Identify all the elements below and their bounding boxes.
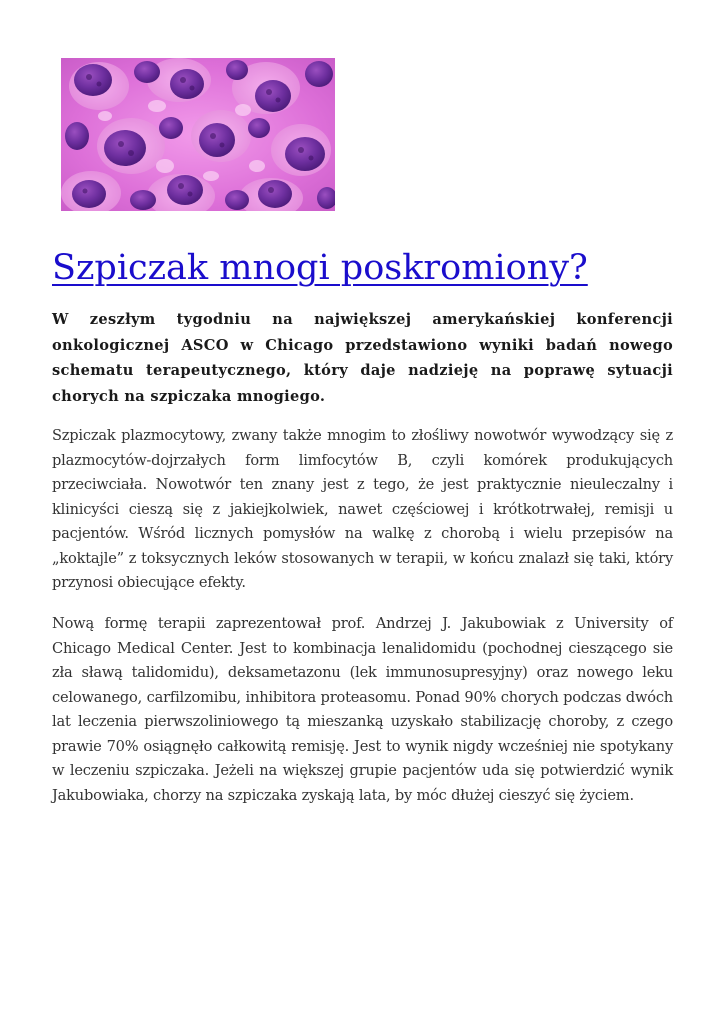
article-paragraph: Szpiczak plazmocytowy, zwany także mnogim to złośliwy nowotwór wywodzący się z plazmocytów-dojrzałych form limfocytów B, czyli komórek produkujących przeciwciała. Nowotwór ten znany jest z tego, że jest praktycznie nieuleczalny i klinicyści cieszą się z jakiejkolwiek, nawet częściowej i krótkotrwałej, remisji u pacjentów. Wśród licznych pomysłów na walkę z chorobą i wielu przepisów na „koktajle” z toksycznych leków stosowanych w terapii, w końcu znalazł się taki, który przynosi obiecujące efekty. [52, 427, 673, 591]
article-lead: W zeszłym tygodniu na największej amerykańskiej konferencji onkologicznej ASCO w Chicago przedstawiono wyniki badań nowego schematu terapeutycznego, który daje nadzieję na poprawę sytuacji chorych na szpiczaka mnogiego. [52, 311, 673, 405]
article-title-link[interactable]: Szpiczak mnogi poskromiony? [52, 248, 588, 288]
article-paragraph: Nową formę terapii zaprezentował prof. Andrzej J. Jakubowiak z University of Chicago Medical Center. Jest to kombinacja lenalidomidu (pochodnej cieszącego sie zła sławą talidomidu), deksametazonu (lek immunosupresyjny) oraz nowego leku celowanego, carfilzomibu, inhibitora proteasomu. Ponad 90% chorych podczas dwóch lat leczenia pierwszoliniowego tą mieszanką uzyskało stabilizację choroby, z czego prawie 70% osiągnęło całkowitą remisję. Jest to wynik nigdy wcześniej nie spotykany w leczeniu szpiczaka. Jeżeli na większej grupie pacjentów uda się potwierdzić wynik Jakubowiaka, chorzy na szpiczaka zyskają lata, by móc dłużej cieszyć się życiem. [52, 615, 673, 804]
article-image [61, 58, 335, 211]
